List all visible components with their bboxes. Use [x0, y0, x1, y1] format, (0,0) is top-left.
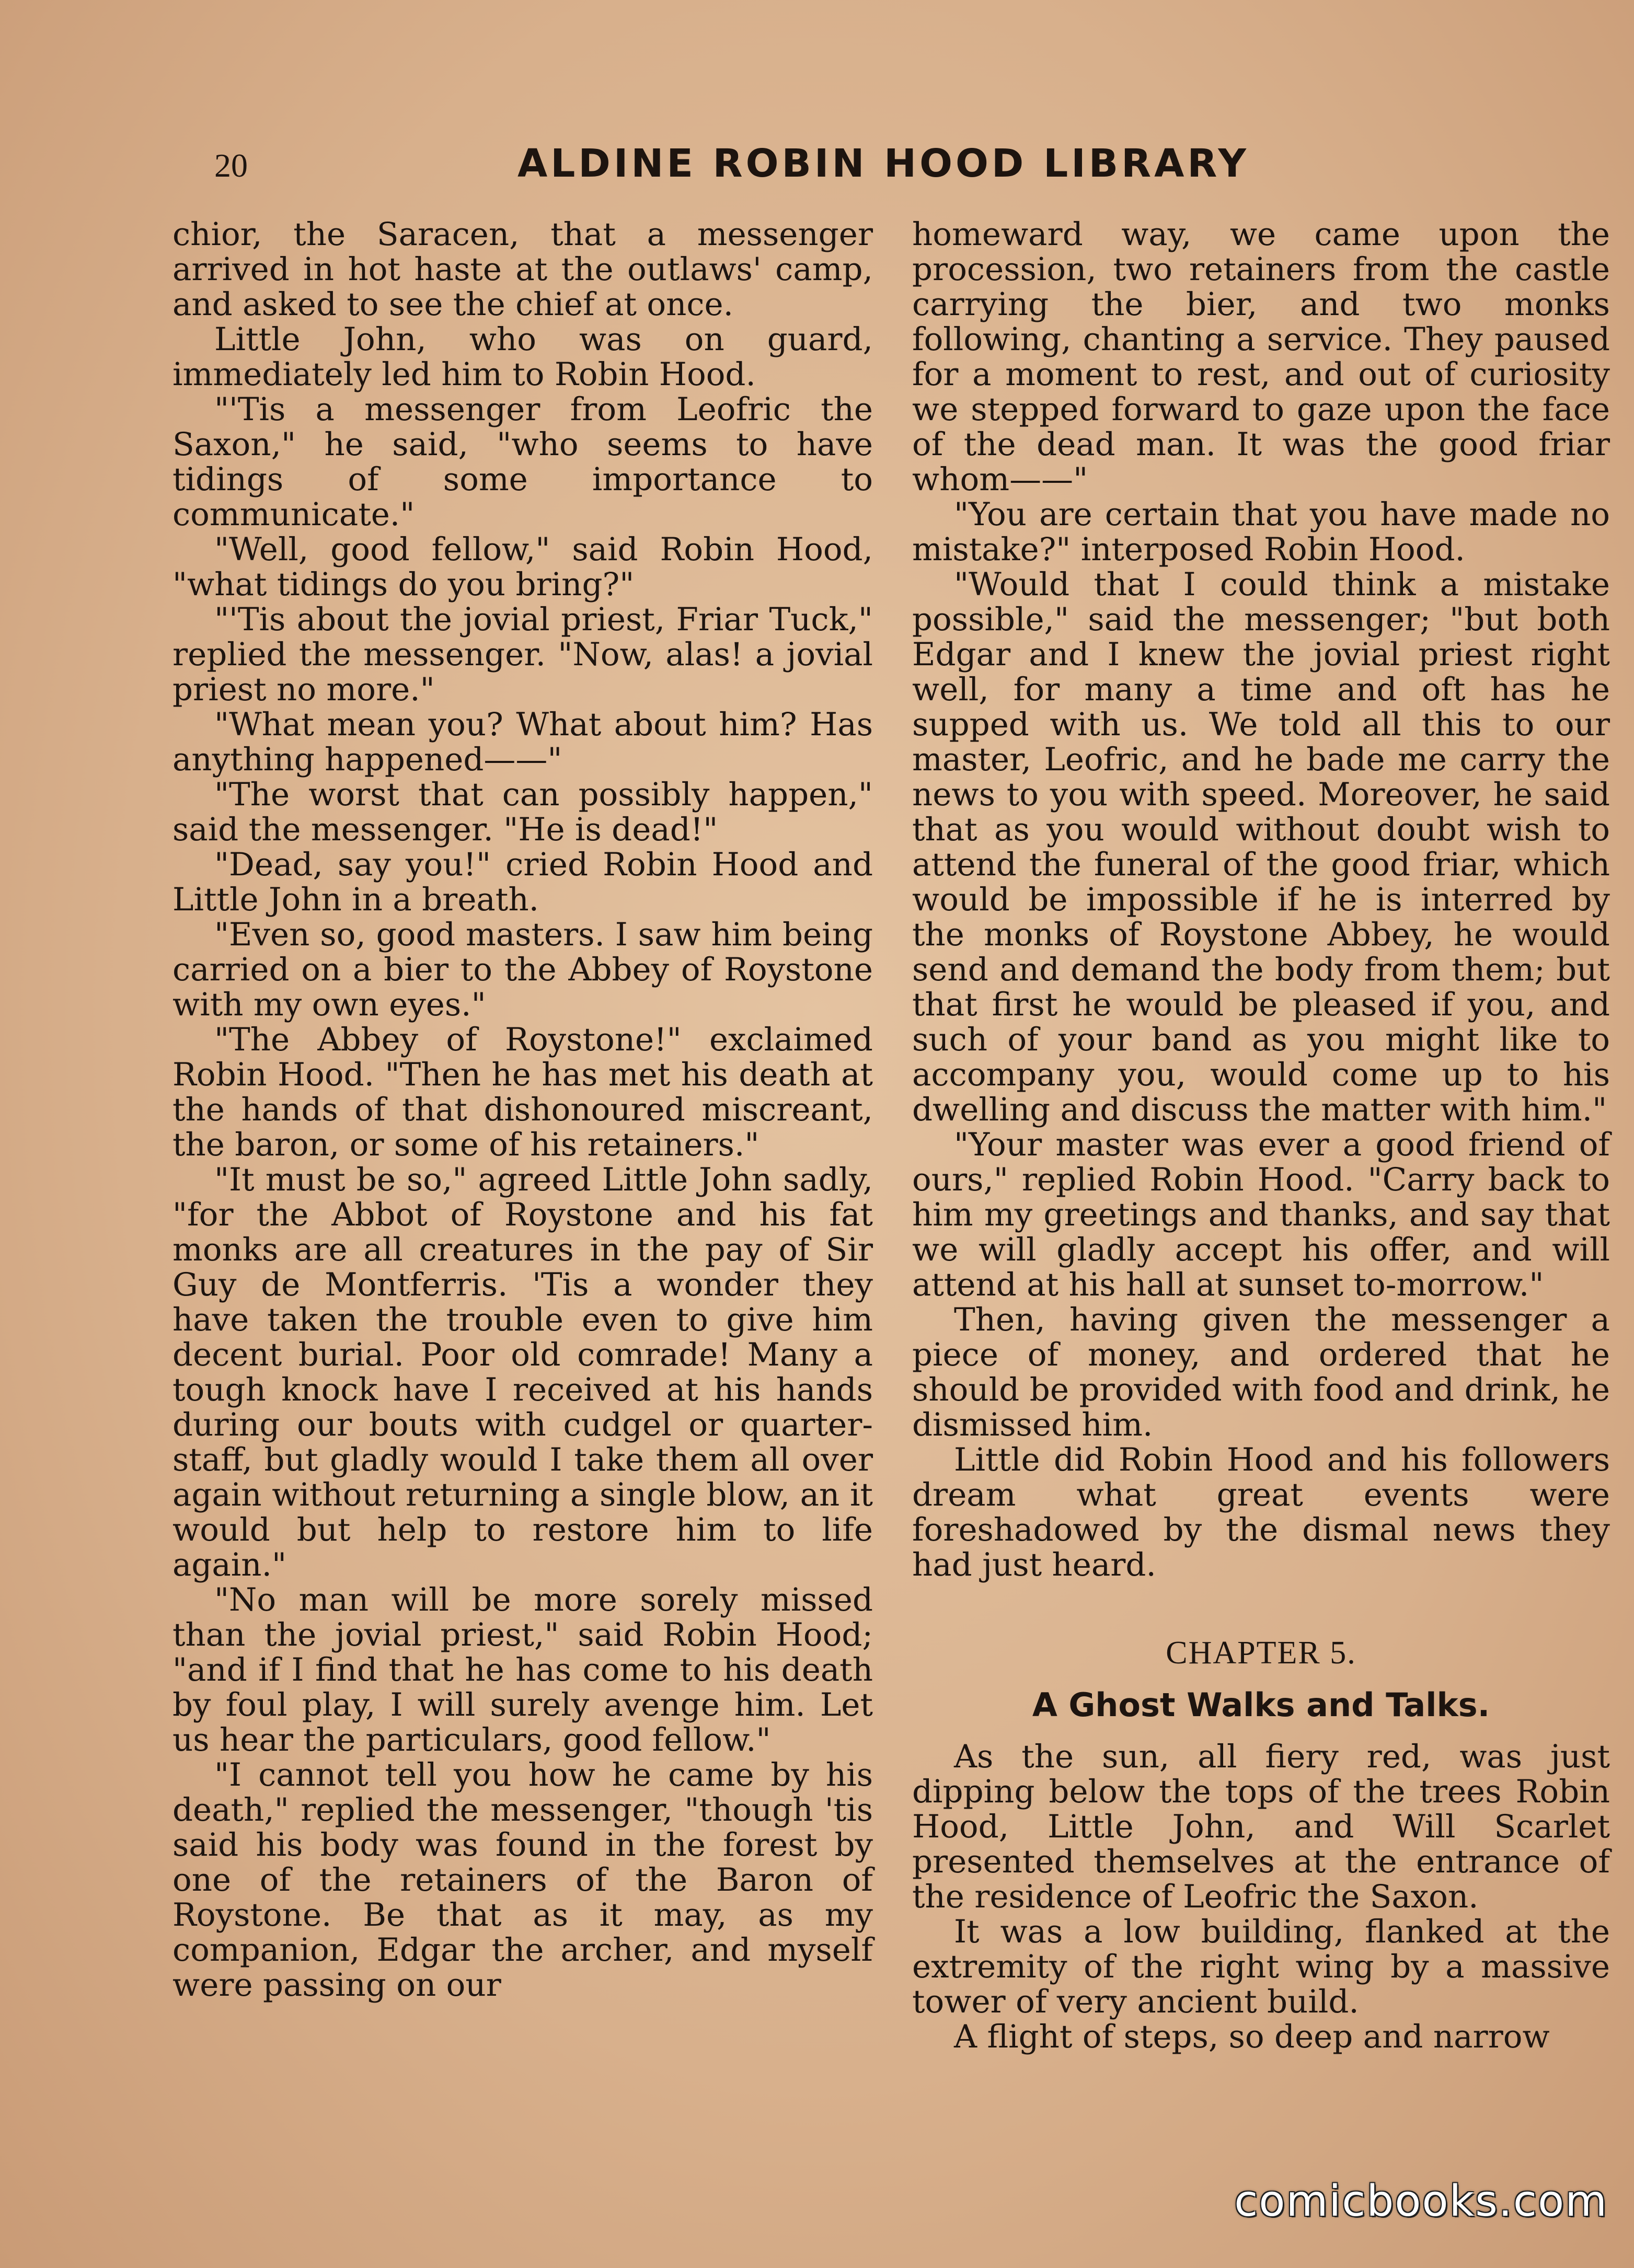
paragraph: homeward way, we came upon the procession, two retainers from the castle carrying the bier, and two monks following, chanting a service. They paused for a moment to rest, and out of curiosity we stepped forward to gaze upon the face of the dead man. It was the good friar whom——" [912, 216, 1610, 498]
paragraph: chior, the Saracen, that a messenger arrived in hot haste at the outlaws' camp, and asked to see the chief at once. [172, 216, 873, 323]
paragraph: "'Tis about the jovial priest, Friar Tuck," replied the messenger. "Now, alas! a jovial priest no more." [172, 601, 873, 708]
watermark: comicbooks.com [1234, 2177, 1608, 2226]
paragraph: "Dead, say you!" cried Robin Hood and Little John in a breath. [172, 846, 873, 918]
page-number: 20 [214, 147, 248, 184]
chapter-number: CHAPTER 5. [1166, 1635, 1356, 1671]
page-header [188, 138, 1286, 201]
paragraph: "You are certain that you have made no mistake?" interposed Robin Hood. [912, 496, 1610, 568]
paragraph: "Well, good fellow," said Robin Hood, "what tidings do you bring?" [172, 531, 873, 603]
paragraph: It was a low building, flanked at the extremity of the right wing by a massive tower of very ancient build. [912, 1913, 1610, 2020]
paragraph: Then, having given the messenger a piece of money, and ordered that he should be provided with food and drink, he dismissed him. [912, 1301, 1610, 1443]
paragraph: "What mean you? What about him? Has anything happened——" [172, 706, 873, 778]
running-title: ALDINE ROBIN HOOD LIBRARY [517, 141, 1249, 186]
paragraph: "'Tis a messenger from Leofric the Saxon," he said, "who seems to have tidings of some importance to communicate." [172, 391, 873, 533]
right-column [912, 217, 1610, 2054]
paragraph: A flight of steps, so deep and narrow [954, 2018, 1550, 2055]
paragraph: Little John, who was on guard, immediately led him to Robin Hood. [172, 321, 873, 393]
paragraph: As the sun, all fiery red, was just dipping below the tops of the trees Robin Hood, Little John, and Will Scarlet presented themselves at the entrance of the residence of Leofric the Saxon. [912, 1738, 1610, 1915]
paragraph: "The worst that can possibly happen," said the messenger. "He is dead!" [172, 776, 873, 848]
left-column [172, 217, 873, 2003]
paragraph: "I cannot tell you how he came by his death," replied the messenger, "though 'tis said his body was found in the forest by one of the retainers of the Baron of Roystone. Be that as it may, as my companion, Edgar the archer, and myself were passing on our [172, 1756, 873, 2004]
paragraph: "It must be so," agreed Little John sadly, "for the Abbot of Roystone and his fat monks are all creatures in the pay of Sir Guy de Montferris. 'Tis a wonder they have taken the trouble even to give him decent burial. Poor old comrade! Many a tough knock have I received at his hands during our bouts with cudgel or quarter-staff, but gladly would I take them all over again without returning a single blow, an it would but help to restore him to life again." [172, 1161, 873, 1583]
paragraph: "Would that I could think a mistake possible," said the messenger; "but both Edgar and I knew the jovial priest right well, for many a time and oft has he supped with us. We told all this to our master, Leofric, and he bade me carry the news to you with speed. Moreover, he said that as you would without doubt wish to attend the funeral of the good friar, which would be impossible if he is interred by the monks of Roystone Abbey, he would send and demand the body from them; but that first he would be pleased if you, and such of your band as you might like to accompany you, would come up to his dwelling and discuss the matter with him." [912, 566, 1610, 1128]
paragraph: "The Abbey of Roystone!" exclaimed Robin Hood. "Then he has met his death at the hands of that dishonoured miscreant, the baron, or some of his retainers." [172, 1021, 873, 1163]
paragraph: "No man will be more sorely missed than the jovial priest," said Robin Hood; "and if I find that he has come to his death by foul play, I will surely avenge him. Let us hear the particulars, good fellow." [172, 1581, 873, 1758]
paragraph: "Even so, good masters. I saw him being carried on a bier to the Abbey of Roystone with my own eyes." [172, 916, 873, 1023]
chapter-title: A Ghost Walks and Talks. [1032, 1686, 1490, 1724]
paragraph: Little did Robin Hood and his followers dream what great events were foreshadowed by the dismal news they had just heard. [912, 1441, 1610, 1583]
paragraph: "Your master was ever a good friend of ours," replied Robin Hood. "Carry back to him my greetings and thanks, and say that we will gladly accept his offer, and will attend at his hall at sunset to-morrow." [912, 1126, 1610, 1303]
